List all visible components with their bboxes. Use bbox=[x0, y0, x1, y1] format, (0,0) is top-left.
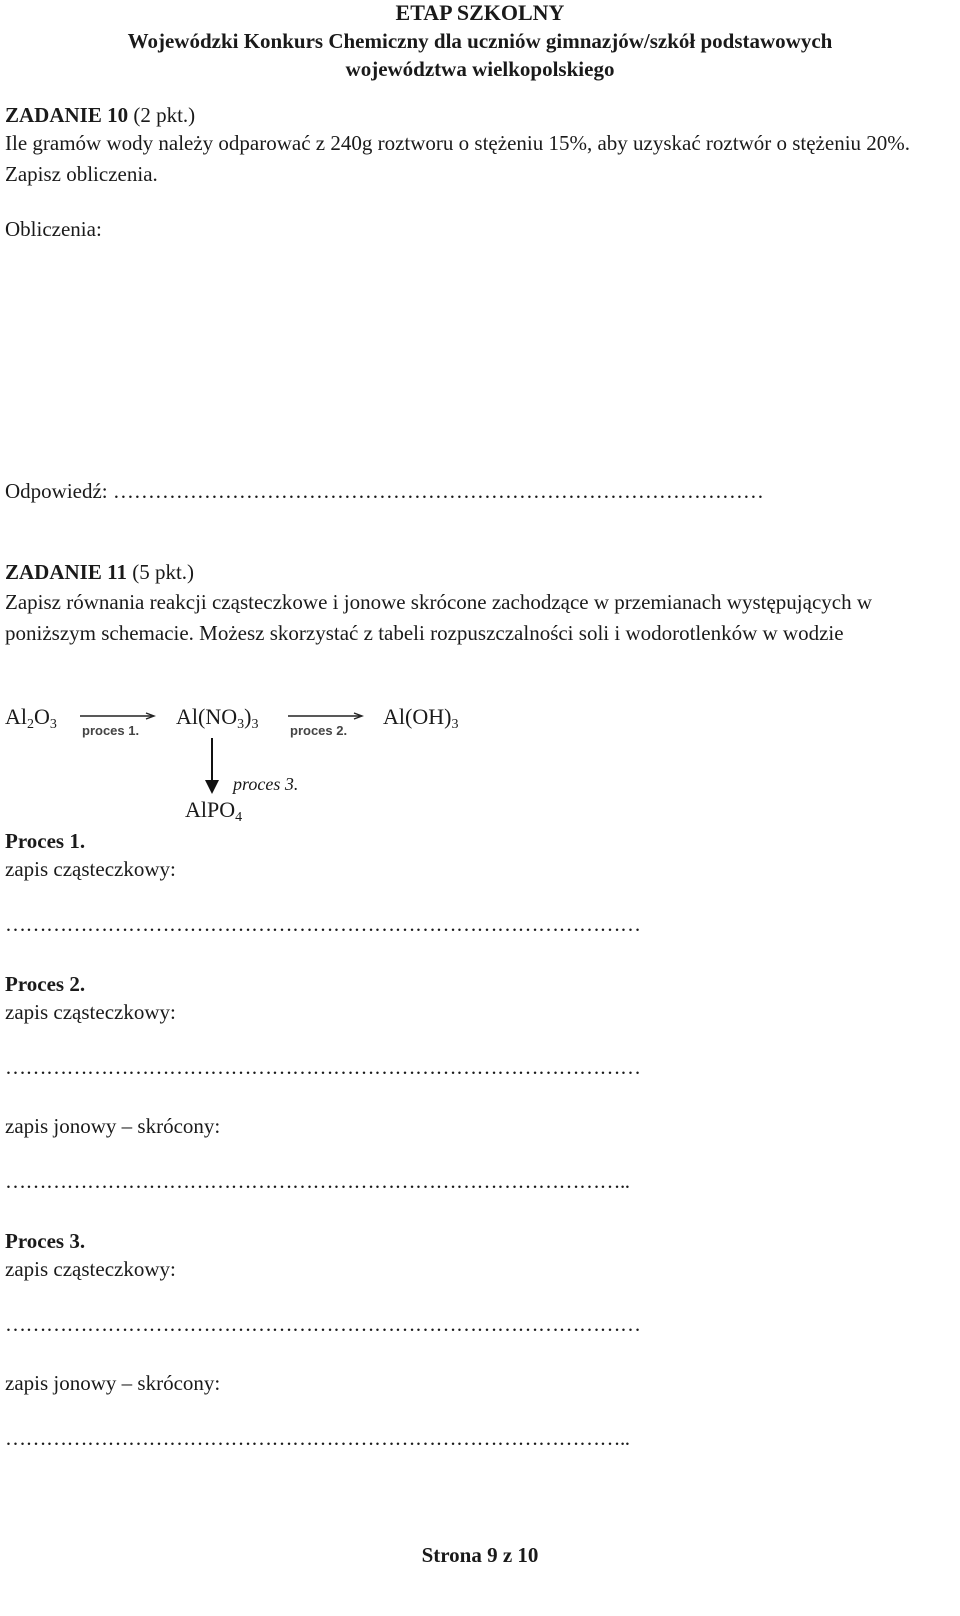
answer-label: Odpowiedź: bbox=[5, 479, 108, 503]
compound-al-no3-3: $Al(NO_3)_3$ bbox=[176, 704, 259, 732]
arrow-process-3 bbox=[205, 738, 219, 796]
task11-points: (5 pkt.) bbox=[132, 560, 195, 584]
contest-title: Wojewódzki Konkurs Chemiczny dla uczniów gimnazjów/szkół podstawowych bbox=[127, 29, 833, 53]
arrow3-label: proces 3. bbox=[233, 774, 299, 794]
process3-title: Proces 3. bbox=[5, 1229, 86, 1253]
process2-ionic-label: zapis jonowy – skrócony: bbox=[5, 1114, 221, 1138]
process1-molecular-label: zapis cząsteczkowy: bbox=[5, 857, 176, 881]
process2-molecular-label: zapis cząsteczkowy: bbox=[5, 1000, 176, 1024]
compound-al-oh-3: $Al(OH)_3$ bbox=[383, 704, 459, 732]
answer-dots: ………………………………………………………………………………… bbox=[112, 479, 764, 503]
process1-title: Proces 1. bbox=[5, 829, 86, 853]
calc-label: Obliczenia: bbox=[5, 217, 102, 241]
task11-text: Zapisz równania reakcji cząsteczkowe i jonowe skrócone zachodzące w przemianach występujących w poniższym schemacie. Możesz skorzystać z tabeli rozpuszczalności soli i wodorotlenków w wodzie bbox=[5, 590, 872, 645]
task10-title: ZADANIE 10 bbox=[5, 103, 129, 127]
task10-text: Ile gramów wody należy odparować z 240g roztworu o stężeniu 15%, aby uzyskać roztwór o stężeniu 20%. Zapisz obliczenia. bbox=[5, 131, 911, 186]
process3-molecular-label: zapis cząsteczkowy: bbox=[5, 1257, 176, 1281]
task10-heading bbox=[5, 100, 195, 131]
task11-heading bbox=[5, 557, 194, 588]
process1-molecular-answer-line: ………………………………………………………………………………… bbox=[5, 912, 641, 936]
answer-line bbox=[5, 476, 764, 507]
process3-molecular-answer-line: ………………………………………………………………………………… bbox=[5, 1312, 641, 1336]
task10-points: (2 pkt.) bbox=[133, 103, 196, 127]
arrow2-label: proces 2. bbox=[290, 723, 348, 738]
task11-title: ZADANIE 11 bbox=[5, 560, 127, 584]
region-title: województwa wielkopolskiego bbox=[345, 57, 615, 81]
page-number: Strona 9 z 10 bbox=[421, 1543, 539, 1567]
arrow1-label: proces 1. bbox=[82, 723, 140, 738]
compound-alpo4: AlPO$_4$ bbox=[185, 797, 243, 825]
process3-ionic-label: zapis jonowy – skrócony: bbox=[5, 1371, 221, 1395]
process2-molecular-answer-line: ………………………………………………………………………………… bbox=[5, 1055, 641, 1079]
compound-al2o3: $Al_2O_3$ bbox=[5, 704, 57, 732]
process3-ionic-answer-line: ……………………………………………………………………………….. bbox=[5, 1426, 630, 1450]
process2-title: Proces 2. bbox=[5, 972, 86, 996]
exam-stage-title: ETAP SZKOLNY bbox=[395, 0, 565, 25]
process2-ionic-answer-line: ……………………………………………………………………………….. bbox=[5, 1169, 630, 1193]
